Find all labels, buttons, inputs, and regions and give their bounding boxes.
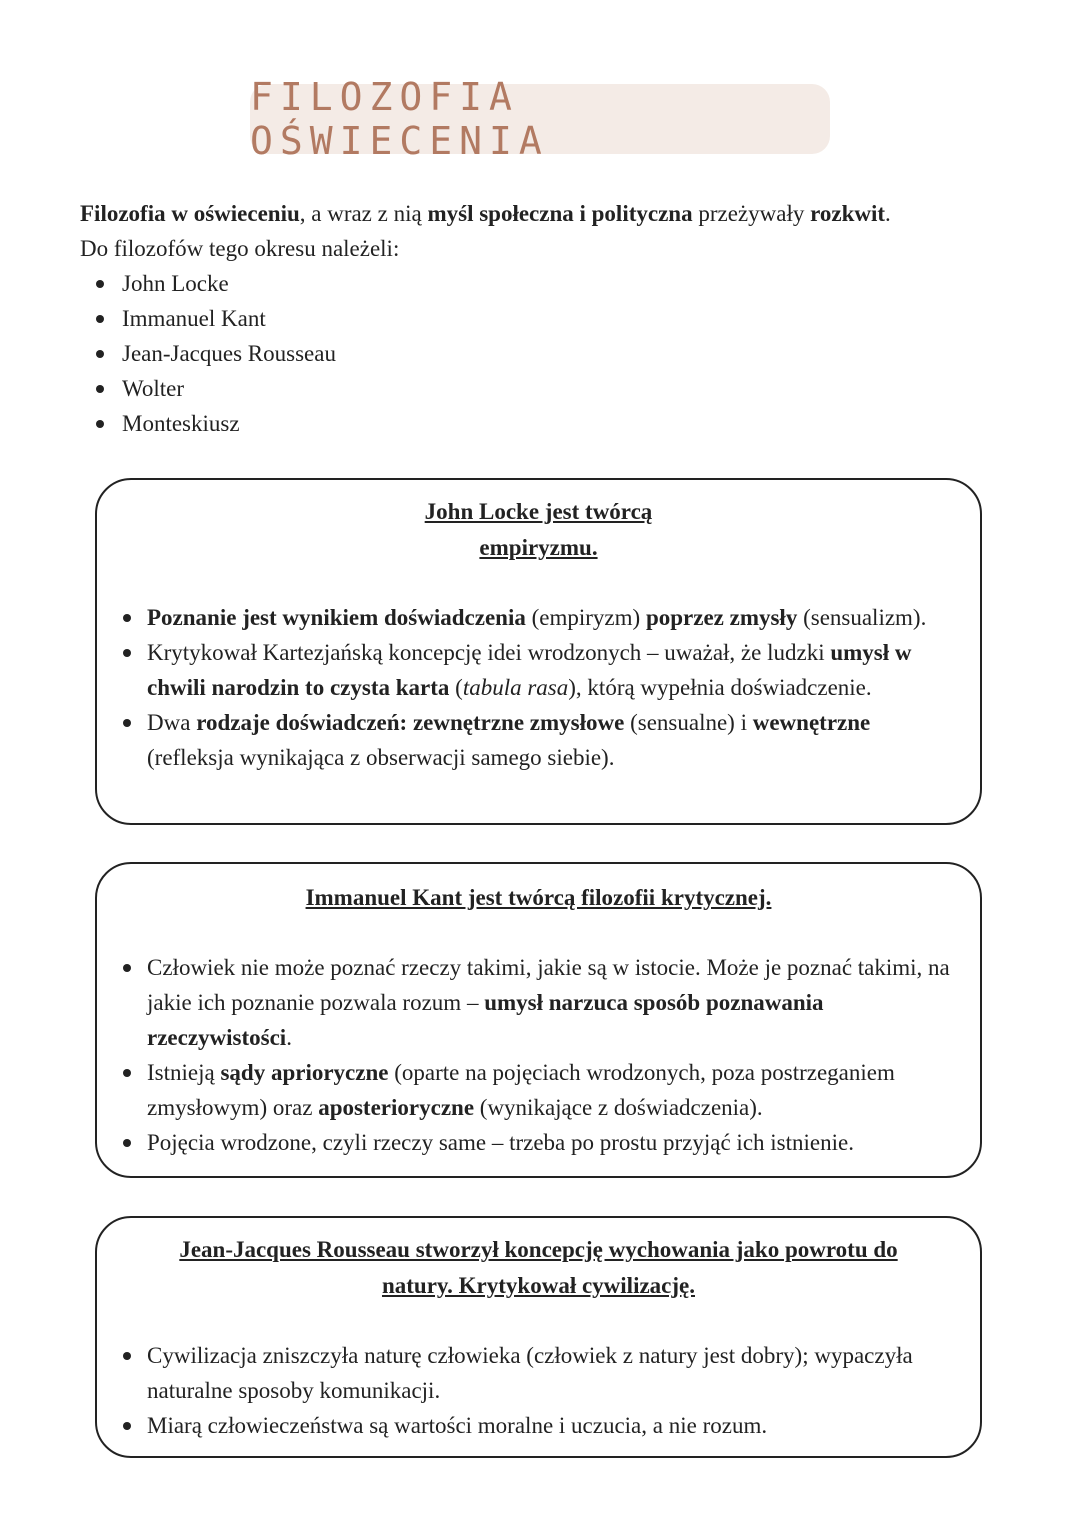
text: Istnieją [147,1060,221,1085]
text: (oparte na pojęciach wrodzonych, poza postrzeganiem zmysłowym) oraz [147,1060,895,1120]
list-item [115,1055,962,1125]
text: (refleksja wynikająca z obserwacji samego siebie). [147,745,615,770]
text: (sensualne) i [624,710,753,735]
bold-text: wewnętrzne [752,710,871,735]
bold-text: rodzaje doświadczeń: zewnętrzne zmysłowe [196,710,625,735]
kant-card [95,862,982,1178]
intro-text: przeżywały [692,201,811,226]
intro-bold-flourish: rozkwit [810,201,886,226]
text: ), którą wypełnia doświadczenie. [568,675,872,700]
bold-text: umysł w chwili narodzin to czysta karta [147,640,912,700]
intro-line-1 [80,196,1020,231]
bold-text: aposterioryczne [318,1095,475,1120]
italic-text: tabula rasa [462,675,569,700]
kant-points [115,950,962,1160]
intro-bold-philosophy: Filozofia w oświeceniu [80,201,300,226]
text: Dwa [147,710,197,735]
text: Człowiek nie może poznać rzeczy takimi, jakie są w istocie. Może je poznać takimi, na jakie ich poznanie pozwala rozum – [147,955,950,1015]
text: ( [449,675,463,700]
intro-text: , a wraz z nią [299,201,428,226]
list-item [115,705,962,775]
list-item [115,950,962,1055]
kant-heading: Immanuel Kant jest twórcą filozofii krytycznej. [305,885,772,910]
bold-text: Poznanie jest wynikiem doświadczenia [147,605,526,630]
rousseau-points [115,1338,962,1443]
intro-text: . [885,201,891,226]
rousseau-heading-line-1: Jean-Jacques Rousseau stworzył koncepcję wychowania jako powrotu do [179,1237,898,1262]
rousseau-card [95,1216,982,1458]
text: . [286,1025,292,1050]
list-item: Wolter [80,371,1020,406]
list-item: Immanuel Kant [80,301,1020,336]
page-title: FILOZOFIA OŚWIECENIA [250,75,549,163]
text: Krytykował Kartezjańską koncepcję idei wrodzonych – uważał, że ludzki [147,640,831,665]
list-item: Monteskiusz [80,406,1020,441]
intro-line-2: Do filozofów tego okresu należeli: [80,236,400,261]
locke-card [95,478,982,825]
list-item: Miarą człowieczeństwa są wartości moralne i uczucia, a nie rozum. [115,1408,962,1443]
rousseau-heading [115,1232,962,1304]
bold-text: sądy aprioryczne [220,1060,389,1085]
locke-heading [115,494,962,566]
text: (wynikające z doświadczenia). [474,1095,763,1120]
text: (empiryzm) [525,605,646,630]
bold-text: umysł narzuca sposób poznawania rzeczywistości [147,990,824,1050]
title-banner [250,75,830,163]
locke-heading-line-2: empiryzmu. [479,535,598,560]
intro-bold-thought: myśl społeczna i polityczna [427,201,693,226]
text: (sensualizm). [797,605,927,630]
rousseau-heading-line-2: natury. Krytykował cywilizację. [381,1273,695,1298]
list-item: John Locke [80,266,1020,301]
bold-text: poprzez zmysły [645,605,798,630]
intro-section [80,196,1020,441]
locke-heading-line-1: John Locke jest twórcą [424,499,653,524]
list-item: Cywilizacja zniszczyła naturę człowieka (człowiek z natury jest dobry); wypaczyła naturalne sposoby komunikacji. [115,1338,962,1408]
list-item [115,635,962,705]
locke-points [115,600,962,775]
list-item: Pojęcia wrodzone, czyli rzeczy same – trzeba po prostu przyjąć ich istnienie. [115,1125,962,1160]
list-item [115,600,962,635]
list-item: Jean-Jacques Rousseau [80,336,1020,371]
philosopher-list [80,266,1020,441]
